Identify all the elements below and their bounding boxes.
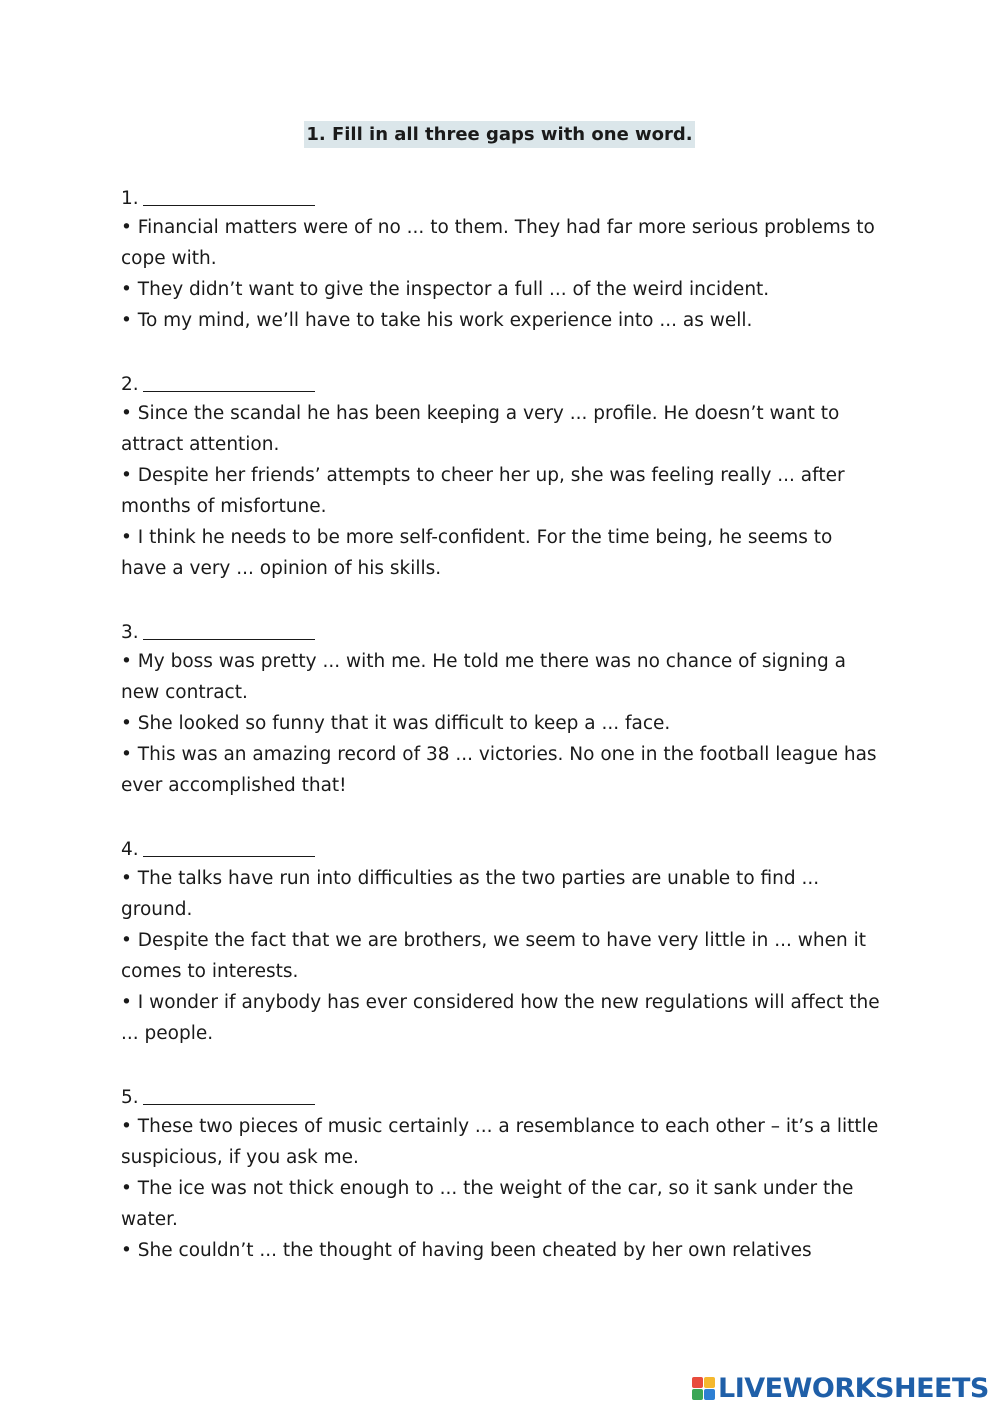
- exercise-number-line: [121, 832, 881, 863]
- exercise-number-line: [121, 367, 881, 398]
- logo-text: LIVEWORKSHEETS: [718, 1372, 989, 1404]
- exercise-sentence: • My boss was pretty ... with me. He told me there was no chance of signing a new contract.: [121, 651, 846, 703]
- worksheet-title-wrap: [0, 121, 999, 148]
- logo-square: [692, 1377, 703, 1388]
- logo-square: [704, 1389, 715, 1400]
- exercise-sentence: • Since the scandal he has been keeping a very ... profile. He doesn’t want to attract attention.: [121, 403, 840, 455]
- exercise-number: 1.: [121, 188, 139, 209]
- answer-gap-input[interactable]: [143, 183, 315, 206]
- exercise-item: [121, 181, 881, 336]
- exercise-number: 4.: [121, 839, 139, 860]
- exercise-sentence: • The talks have run into difficulties as the two parties are unable to find ... ground.: [121, 868, 820, 920]
- exercise-sentence: • Despite her friends’ attempts to cheer her up, she was feeling really ... after months of misfortune.: [121, 465, 845, 517]
- exercise-list: [121, 181, 881, 1297]
- exercise-number: 3.: [121, 622, 139, 643]
- answer-gap-input[interactable]: [143, 834, 315, 857]
- exercise-number-line: [121, 181, 881, 212]
- exercise-sentence: • Despite the fact that we are brothers, we seem to have very little in ... when it comes to interests.: [121, 930, 867, 982]
- exercise-sentence: • These two pieces of music certainly ... a resemblance to each other – it’s a little suspicious, if you ask me.: [121, 1116, 879, 1168]
- exercise-number-line: [121, 615, 881, 646]
- exercise-sentence: • To my mind, we’ll have to take his work experience into ... as well.: [121, 310, 753, 331]
- exercise-sentence: • They didn’t want to give the inspector a full ... of the weird incident.: [121, 279, 770, 300]
- exercise-number: 5.: [121, 1087, 139, 1108]
- exercise-sentence: • She couldn’t ... the thought of having been cheated by her own relatives: [121, 1240, 812, 1261]
- answer-gap-input[interactable]: [143, 1082, 315, 1105]
- exercise-number: 2.: [121, 374, 139, 395]
- exercise-number-line: [121, 1080, 881, 1111]
- exercise-item: [121, 1080, 881, 1266]
- exercise-item: [121, 832, 881, 1049]
- exercise-sentence: • Financial matters were of no ... to them. They had far more serious problems to cope with.: [121, 217, 875, 269]
- worksheet-title: 1. Fill in all three gaps with one word.: [304, 121, 694, 148]
- answer-gap-input[interactable]: [143, 369, 315, 392]
- exercise-sentence: • I think he needs to be more self-confident. For the time being, he seems to have a very ... opinion of his skills.: [121, 527, 833, 579]
- exercise-sentence: • This was an amazing record of 38 ... victories. No one in the football league has ever accomplished that!: [121, 744, 877, 796]
- exercise-sentence: • She looked so funny that it was difficult to keep a ... face.: [121, 713, 671, 734]
- logo-square: [692, 1389, 703, 1400]
- liveworksheets-logo: [692, 1371, 989, 1405]
- exercise-item: [121, 367, 881, 584]
- logo-square: [704, 1377, 715, 1388]
- exercise-item: [121, 615, 881, 801]
- logo-mark-icon: [692, 1377, 715, 1400]
- answer-gap-input[interactable]: [143, 617, 315, 640]
- exercise-sentence: • The ice was not thick enough to ... the weight of the car, so it sank under the water.: [121, 1178, 854, 1230]
- exercise-sentence: • I wonder if anybody has ever considered how the new regulations will affect the ... people.: [121, 992, 880, 1044]
